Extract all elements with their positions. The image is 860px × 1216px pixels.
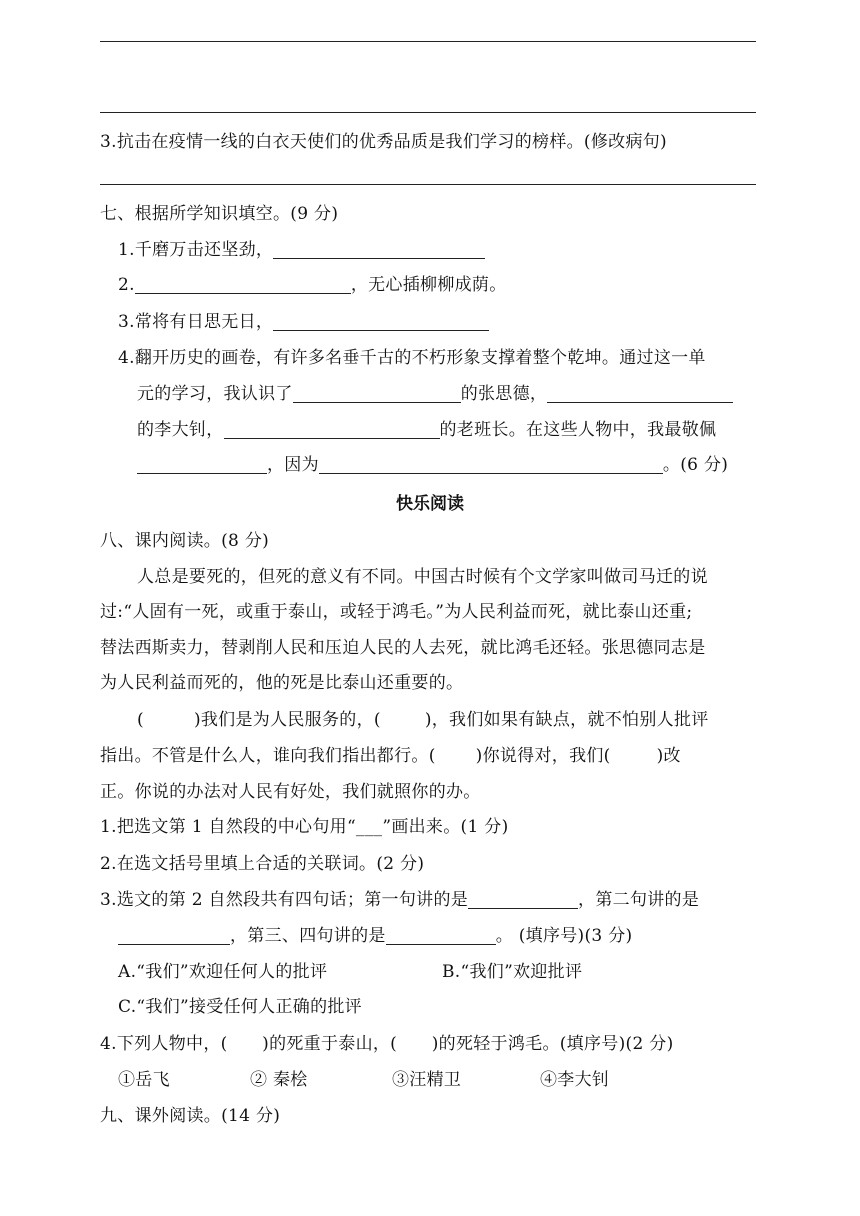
- q7-item-4-line-4: [137, 453, 728, 477]
- q7-item-1-text: 1.千磨万击还坚劲，: [118, 240, 274, 260]
- question-9-heading: 九、课外阅读。(14 分): [100, 1106, 281, 1126]
- fill-blank[interactable]: [273, 312, 489, 331]
- q7-item-1: [118, 238, 485, 262]
- fill-blank[interactable]: [468, 890, 578, 909]
- q8-text: 。 (填序号)(3 分): [495, 926, 633, 946]
- passage-text: )我们是为人民服务的，(: [193, 710, 381, 730]
- q8-text: ，第三、四句讲的是: [230, 926, 386, 946]
- fill-blank[interactable]: [224, 420, 440, 439]
- answer-line: [100, 184, 756, 185]
- passage-2-line-2: [100, 744, 681, 768]
- q7-item-4-line-2: [137, 382, 733, 406]
- q7-item-2-suffix: ，无心插柳柳成荫。: [350, 275, 507, 295]
- passage-1-line-1: 人总是要死的，但死的意义有不同。中国古时候有个文学家叫做司马迁的说: [137, 567, 708, 587]
- option-b: B.“我们”欢迎批评: [442, 962, 583, 982]
- question-8-heading: 八、课内阅读。(8 分): [100, 531, 270, 551]
- q8-sub-1: 1.把选文第 1 自然段的中心句用“___”画出来。(1 分): [100, 817, 509, 837]
- question-6-item-3: 3.抗击在疫情一线的白衣天使们的优秀品质是我们学习的榜样。(修改病句): [100, 132, 667, 152]
- q7-item-4-line-3: [137, 418, 716, 442]
- passage-1-line-3: 替法西斯卖力，替剥削人民和压迫人民的人去死，就比鸿毛还轻。张思德同志是: [100, 638, 706, 658]
- fill-blank[interactable]: [547, 384, 733, 403]
- q8-text: ，第二句讲的是: [578, 890, 700, 910]
- passage-1-line-2: 过:“人固有一死，或重于泰山，或轻于鸿毛。”为人民利益而死，就比泰山还重;: [100, 602, 693, 622]
- q8-sub-3-line-2: [118, 924, 632, 948]
- passage-text: )你说得对，我们(: [475, 746, 611, 766]
- q8-text: 3.选文的第 2 自然段共有四句话；第一句讲的是: [100, 890, 469, 910]
- q7-text: 的老班长。在这些人物中，我最敬佩: [439, 420, 717, 440]
- q8-sub-3-line-1: [100, 888, 699, 912]
- name-option-3: ③汪精卫: [392, 1070, 462, 1090]
- q7-item-3-text: 3.常将有日思无日，: [118, 312, 274, 332]
- q7-text: 的张思德，: [460, 384, 548, 404]
- fill-blank[interactable]: [118, 926, 230, 945]
- fill-blank[interactable]: [319, 455, 663, 474]
- passage-1-line-4: 为人民利益而死的，他的死是比泰山还重要的。: [100, 673, 464, 693]
- q7-text: 。(6 分): [662, 455, 729, 475]
- q8-sub-4: 4.下列人物中，( )的死重于泰山，( )的死轻于鸿毛。(填序号)(2 分): [100, 1034, 674, 1054]
- q7-item-3: [118, 310, 489, 334]
- q7-item-2-prefix: 2.: [118, 275, 135, 295]
- fill-blank[interactable]: [137, 455, 267, 474]
- question-7-heading: 七、根据所学知识填空。(9 分): [100, 204, 339, 224]
- name-option-2: ② 秦桧: [250, 1070, 308, 1090]
- q7-text: ，因为: [267, 455, 319, 475]
- fill-blank[interactable]: [386, 926, 496, 945]
- name-option-1: ①岳飞: [118, 1070, 170, 1090]
- passage-2-line-1: [137, 708, 709, 732]
- passage-text: )，我们如果有缺点，就不怕别人批评: [424, 710, 709, 730]
- passage-2-line-3: 正。你说的办法对人民有好处，我们就照你的办。: [100, 782, 481, 802]
- fill-blank[interactable]: [293, 384, 461, 403]
- q8-sub-2: 2.在选文括号里填上合适的关联词。(2 分): [100, 854, 425, 874]
- q7-item-4-line-1: 4.翻开历史的画卷，有许多名垂千古的不朽形象支撑着整个乾坤。通过这一单: [118, 348, 706, 368]
- fill-blank[interactable]: [273, 240, 485, 259]
- name-option-4: ④李大钊: [540, 1070, 610, 1090]
- q7-text: 的李大钊，: [137, 420, 224, 440]
- answer-line: [100, 112, 756, 113]
- fill-blank[interactable]: [135, 275, 351, 294]
- q7-text: 元的学习，我认识了: [137, 384, 293, 404]
- paren: (: [137, 710, 144, 730]
- option-a: A.“我们”欢迎任何人的批评: [118, 962, 328, 982]
- q7-item-2: [118, 273, 507, 297]
- option-c: C.“我们”接受任何人正确的批评: [118, 997, 362, 1017]
- passage-text: )改: [656, 746, 681, 766]
- section-title: 快乐阅读: [396, 494, 464, 514]
- answer-line: [100, 41, 756, 42]
- passage-text: 指出。不管是什么人，谁向我们指出都行。(: [100, 746, 436, 766]
